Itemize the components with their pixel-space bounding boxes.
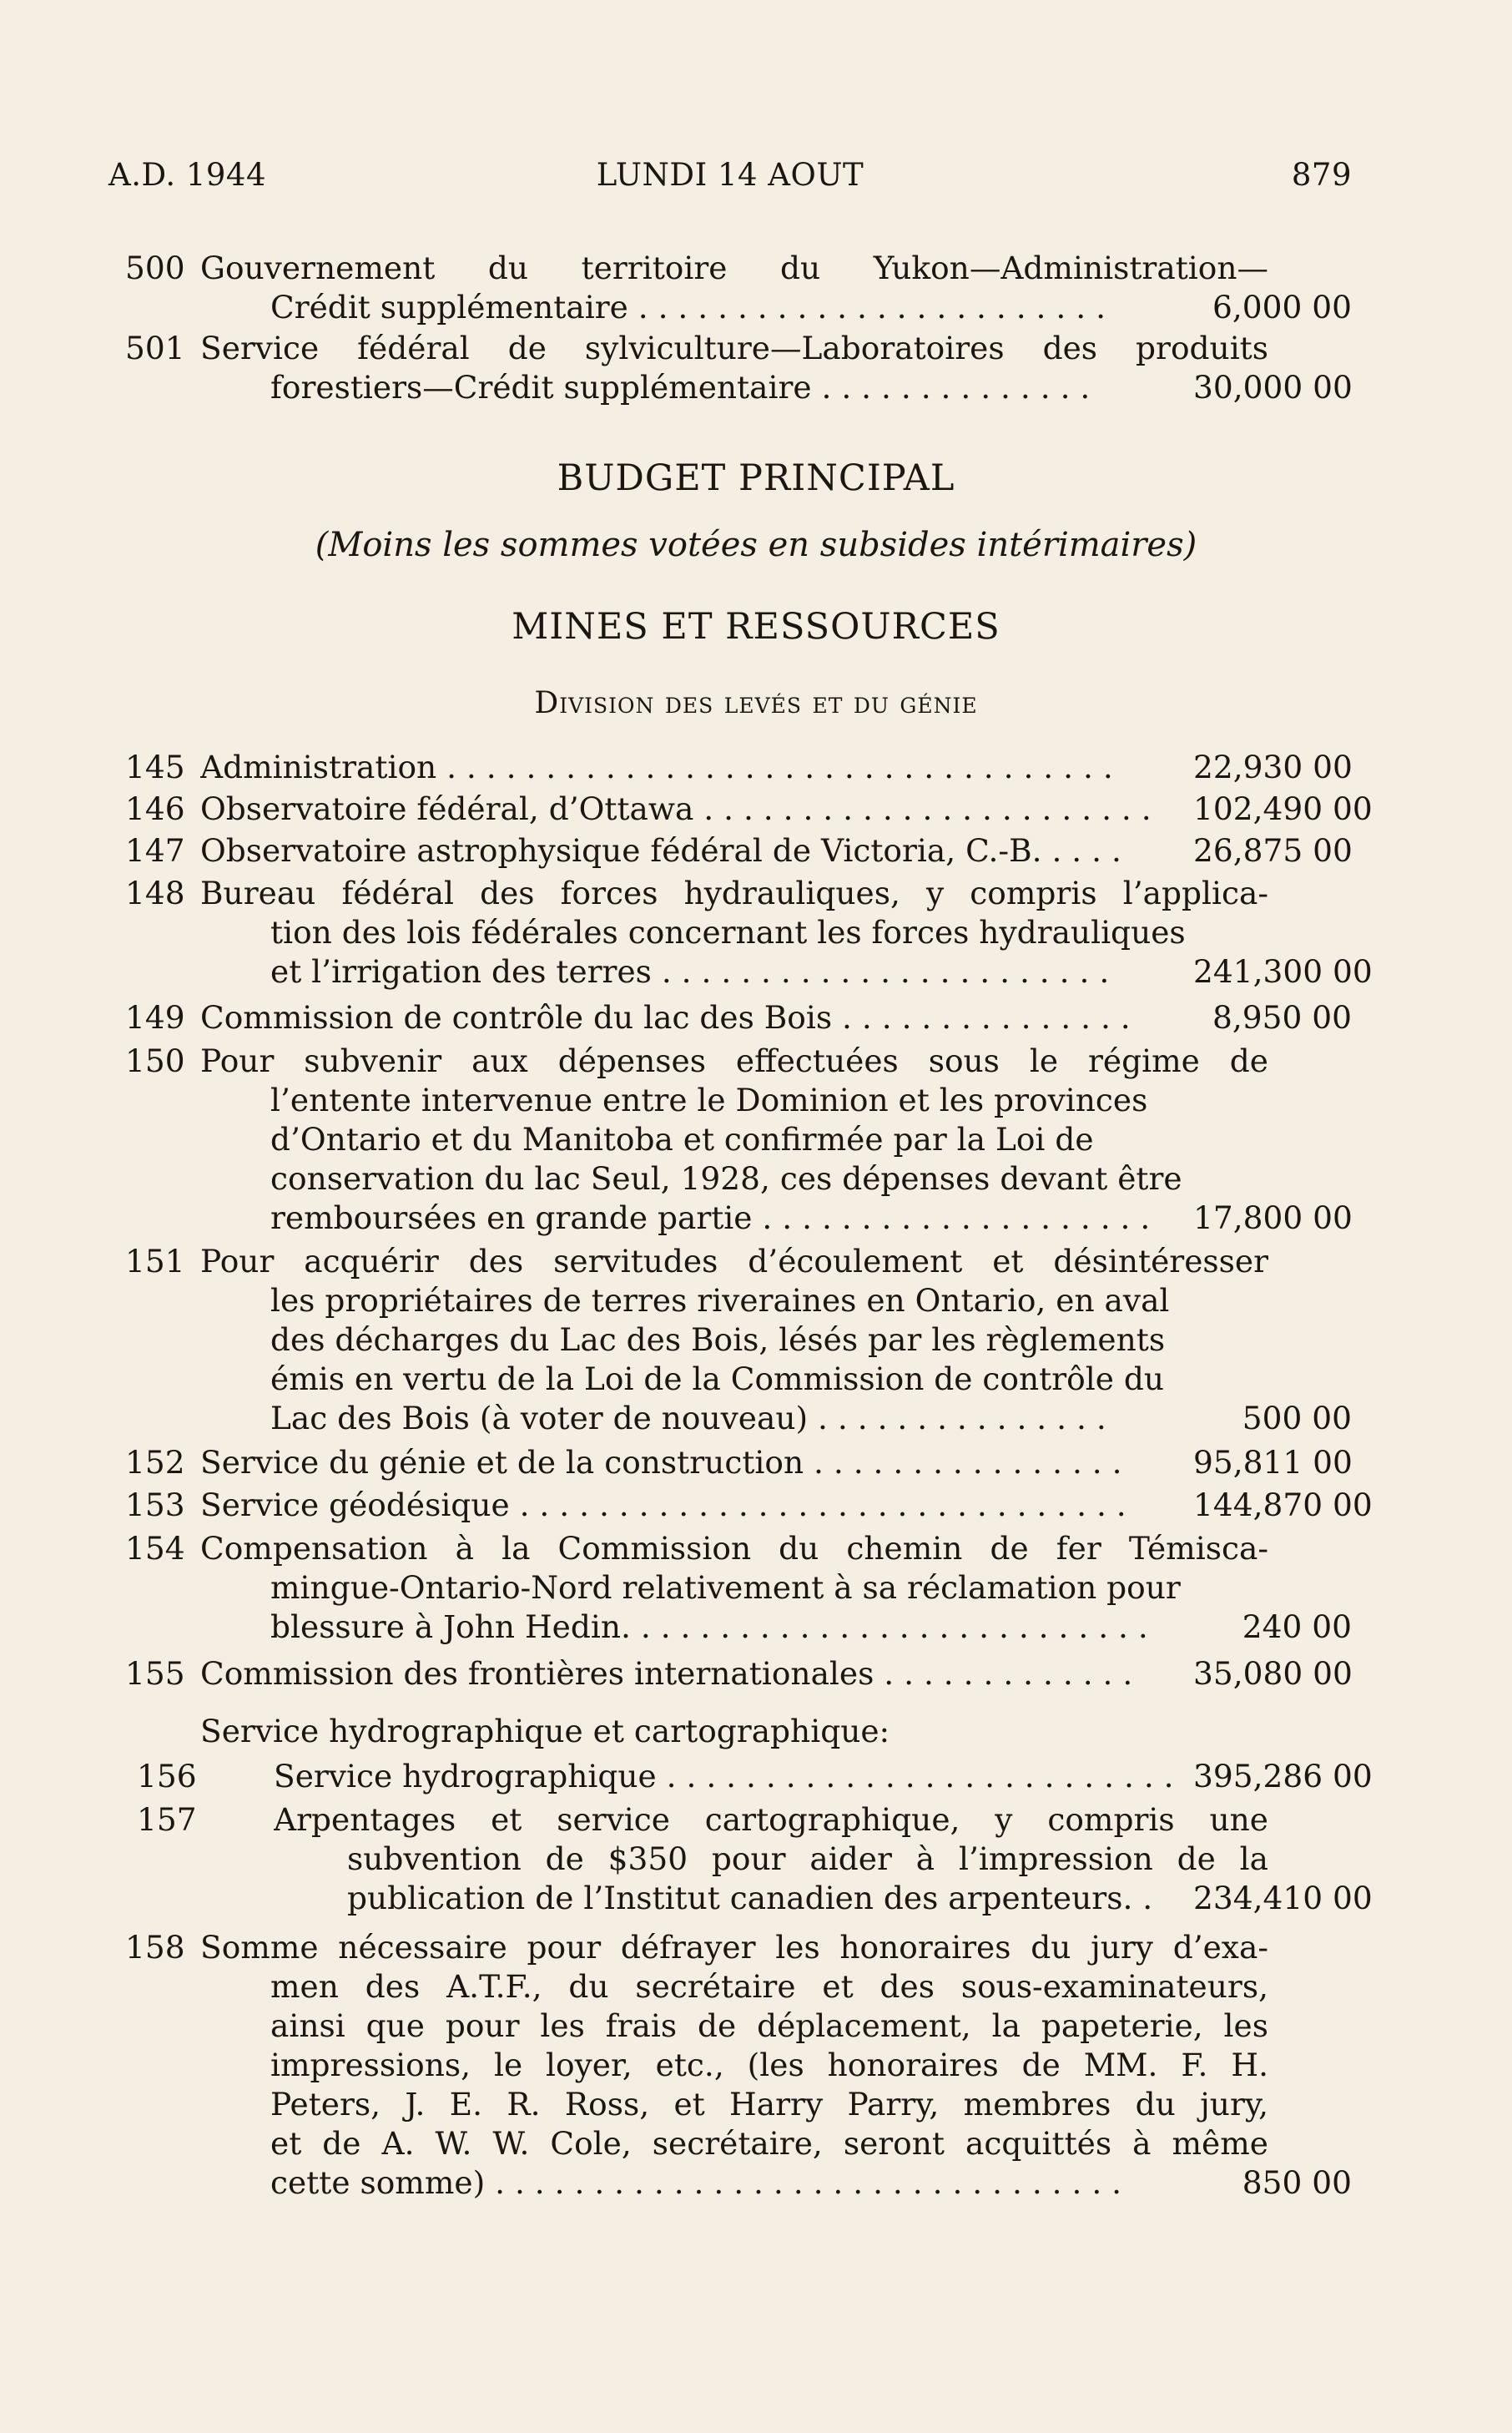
entry-text bbox=[200, 1242, 1268, 1438]
entry-155 bbox=[125, 1654, 1352, 1696]
entry-line: Compensation à la Commission du chemin de fer Témisca- bbox=[200, 1530, 1268, 1567]
header-title: LUNDI 14 AOUT bbox=[596, 157, 864, 193]
entry-158 bbox=[125, 1928, 1352, 2208]
entry-amount: 8,950 00 bbox=[1212, 999, 1352, 1036]
entry-amount: 241,300 00 bbox=[1193, 953, 1373, 990]
entry-number: 148 bbox=[125, 875, 185, 911]
entry-line: subvention de $350 pour aider à l’impression de la bbox=[347, 1840, 1268, 1877]
entry-154 bbox=[125, 1529, 1352, 1649]
header-date: A.D. 1944 bbox=[108, 157, 267, 193]
entry-line: Somme nécessaire pour défrayer les honoraires du jury d’exa- bbox=[200, 1929, 1268, 1966]
entry-text bbox=[200, 998, 1268, 1037]
section-heading-budget: BUDGET PRINCIPAL bbox=[557, 457, 955, 499]
entry-line: Gouvernement du territoire du Yukon—Administration— bbox=[200, 250, 1268, 286]
entry-line: tion des lois fédérales concernant les forces hydrauliques bbox=[270, 914, 1186, 951]
entry-amount: 500 00 bbox=[1242, 1400, 1352, 1436]
entry-line: d’Ontario et du Manitoba et confirmée par la Loi de bbox=[270, 1121, 1094, 1158]
entry-157 bbox=[125, 1800, 1373, 1921]
entry-number: 500 bbox=[125, 250, 185, 286]
entry-line: remboursées en grande partie . . . . . . . . . . . . . . . . . . . . bbox=[270, 1199, 1151, 1236]
entry-line: Lac des Bois (à voter de nouveau) . . . . . . . . . . . . . . . bbox=[270, 1400, 1106, 1436]
entry-line: mingue-Ontario-Nord relativement à sa réclamation pour bbox=[270, 1569, 1181, 1606]
entry-number: 152 bbox=[125, 1444, 185, 1481]
entry-number: 150 bbox=[125, 1042, 185, 1079]
entry-149 bbox=[125, 998, 1352, 1040]
entry-line: Service fédéral de sylviculture—Laboratoires des produits bbox=[200, 330, 1268, 366]
entry-number: 157 bbox=[137, 1801, 197, 1838]
entry-line: l’entente intervenue entre le Dominion et les provinces bbox=[270, 1082, 1148, 1118]
entry-text bbox=[200, 249, 1268, 327]
entry-amount: 850 00 bbox=[1242, 2164, 1352, 2201]
entry-148 bbox=[125, 874, 1373, 994]
entry-number: 156 bbox=[137, 1758, 197, 1794]
entry-line: blessure à John Hedin. . . . . . . . . . . . . . . . . . . . . . . . . . . bbox=[270, 1608, 1148, 1645]
ministry-heading: MINES ET RESSOURCES bbox=[512, 606, 1000, 648]
entry-text bbox=[200, 748, 1268, 787]
entry-amount: 17,800 00 bbox=[1193, 1199, 1353, 1236]
entry-text bbox=[200, 1529, 1268, 1647]
entry-line: les propriétaires de terres riveraines en Ontario, en aval bbox=[270, 1282, 1170, 1319]
entry-amount: 102,490 00 bbox=[1193, 790, 1373, 827]
entry-line: Bureau fédéral des forces hydrauliques, y compris l’applica- bbox=[200, 875, 1268, 911]
entry-number: 155 bbox=[125, 1655, 185, 1692]
entry-amount: 35,080 00 bbox=[1193, 1655, 1353, 1692]
entry-line: Commission des frontières internationales . . . . . . . . . . . . . bbox=[200, 1655, 1133, 1692]
entry-text bbox=[200, 874, 1268, 992]
entry-amount: 26,875 00 bbox=[1193, 832, 1353, 869]
entry-line: Observatoire fédéral, d’Ottawa . . . . . . . . . . . . . . . . . . . . . . . bbox=[200, 790, 1152, 827]
entry-amount: 30,000 00 bbox=[1193, 369, 1353, 406]
entry-line: men des A.T.F., du secrétaire et des sous-examinateurs, bbox=[270, 1968, 1268, 2005]
entry-text bbox=[274, 1757, 1268, 1796]
entry-line: et l’irrigation des terres . . . . . . . . . . . . . . . . . . . . . . . bbox=[270, 953, 1110, 990]
entry-text bbox=[200, 329, 1268, 407]
entry-line: Arpentages et service cartographique, y compris une bbox=[274, 1801, 1268, 1838]
entry-text bbox=[200, 1654, 1268, 1694]
entry-line: Pour subvenir aux dépenses effectuées sous le régime de bbox=[200, 1042, 1268, 1079]
entry-line: Commission de contrôle du lac des Bois . . . . . . . . . . . . . . . bbox=[200, 999, 1131, 1036]
entry-500 bbox=[125, 249, 1352, 327]
entry-line: forestiers—Crédit supplémentaire . . . . . . . . . . . . . . bbox=[270, 369, 1091, 406]
entry-amount: 234,410 00 bbox=[1193, 1880, 1373, 1916]
entry-number: 146 bbox=[125, 790, 185, 827]
entry-text bbox=[200, 1486, 1268, 1525]
entry-line: Service hydrographique . . . . . . . . . . . . . . . . . . . . . . . . . . bbox=[274, 1758, 1174, 1794]
hydrographic-subhead: Service hydrographique et cartographique: bbox=[200, 1713, 890, 1749]
entry-line: impressions, le loyer, etc., (les honoraires de MM. F. H. bbox=[270, 2047, 1268, 2083]
entry-line: Crédit supplémentaire . . . . . . . . . . . . . . . . . . . . . . . . bbox=[270, 289, 1106, 326]
entry-text bbox=[274, 1800, 1268, 1918]
entry-150 bbox=[125, 1042, 1352, 1240]
entry-153 bbox=[125, 1486, 1373, 1527]
entry-text bbox=[200, 1443, 1268, 1482]
section-subtitle: (Moins les sommes votées en subsides intérimaires) bbox=[315, 526, 1197, 564]
entry-152 bbox=[125, 1443, 1352, 1485]
entry-number: 158 bbox=[125, 1929, 185, 1966]
entry-number: 145 bbox=[125, 749, 185, 785]
entry-line: Peters, J. E. R. Ross, et Harry Parry, membres du jury, bbox=[270, 2086, 1268, 2123]
entry-147 bbox=[125, 831, 1352, 873]
entry-amount: 95,811 00 bbox=[1193, 1444, 1353, 1481]
entry-number: 149 bbox=[125, 999, 185, 1036]
division-heading: Division des levés et du génie bbox=[534, 686, 978, 720]
entry-156 bbox=[125, 1757, 1373, 1799]
entry-number: 147 bbox=[125, 832, 185, 869]
entry-line: Administration . . . . . . . . . . . . . . . . . . . . . . . . . . . . . . . . . . bbox=[200, 749, 1113, 785]
entry-line: Observatoire astrophysique fédéral de Victoria, C.-B. . . . . bbox=[200, 832, 1121, 869]
entry-line: conservation du lac Seul, 1928, ces dépenses devant être bbox=[270, 1160, 1182, 1197]
entry-line: Service géodésique . . . . . . . . . . . . . . . . . . . . . . . . . . . . . . . bbox=[200, 1487, 1126, 1523]
entry-146 bbox=[125, 790, 1373, 831]
entry-line: des décharges du Lac des Bois, lésés par les règlements bbox=[270, 1321, 1166, 1358]
entry-number: 151 bbox=[125, 1243, 185, 1280]
entry-amount: 395,286 00 bbox=[1193, 1758, 1373, 1794]
page-number: 879 bbox=[1291, 157, 1352, 193]
entry-amount: 240 00 bbox=[1242, 1608, 1352, 1645]
entry-text bbox=[200, 1042, 1268, 1238]
entry-number: 154 bbox=[125, 1530, 185, 1567]
entry-501 bbox=[125, 329, 1352, 407]
entry-text bbox=[200, 1928, 1268, 2203]
entry-amount: 144,870 00 bbox=[1193, 1487, 1373, 1523]
entry-145 bbox=[125, 748, 1352, 790]
entry-line: publication de l’Institut canadien des arpenteurs. . bbox=[347, 1880, 1153, 1916]
entry-text bbox=[200, 831, 1268, 871]
entry-amount: 6,000 00 bbox=[1212, 289, 1352, 326]
entry-line: cette somme) . . . . . . . . . . . . . . . . . . . . . . . . . . . . . . . . bbox=[270, 2164, 1122, 2201]
entry-text bbox=[200, 790, 1268, 829]
entry-151 bbox=[125, 1242, 1352, 1441]
entry-line: ainsi que pour les frais de déplacement, la papeterie, les bbox=[270, 2007, 1268, 2044]
entry-number: 501 bbox=[125, 330, 185, 366]
entry-line: et de A. W. W. Cole, secrétaire, seront acquittés à même bbox=[270, 2125, 1268, 2162]
entry-line: Pour acquérir des servitudes d’écoulement et désintéresser bbox=[200, 1243, 1268, 1280]
entry-amount: 22,930 00 bbox=[1193, 749, 1353, 785]
entry-line: émis en vertu de la Loi de la Commission de contrôle du bbox=[270, 1360, 1164, 1397]
entry-number: 153 bbox=[125, 1487, 185, 1523]
entry-line: Service du génie et de la construction . . . . . . . . . . . . . . . . bbox=[200, 1444, 1122, 1481]
